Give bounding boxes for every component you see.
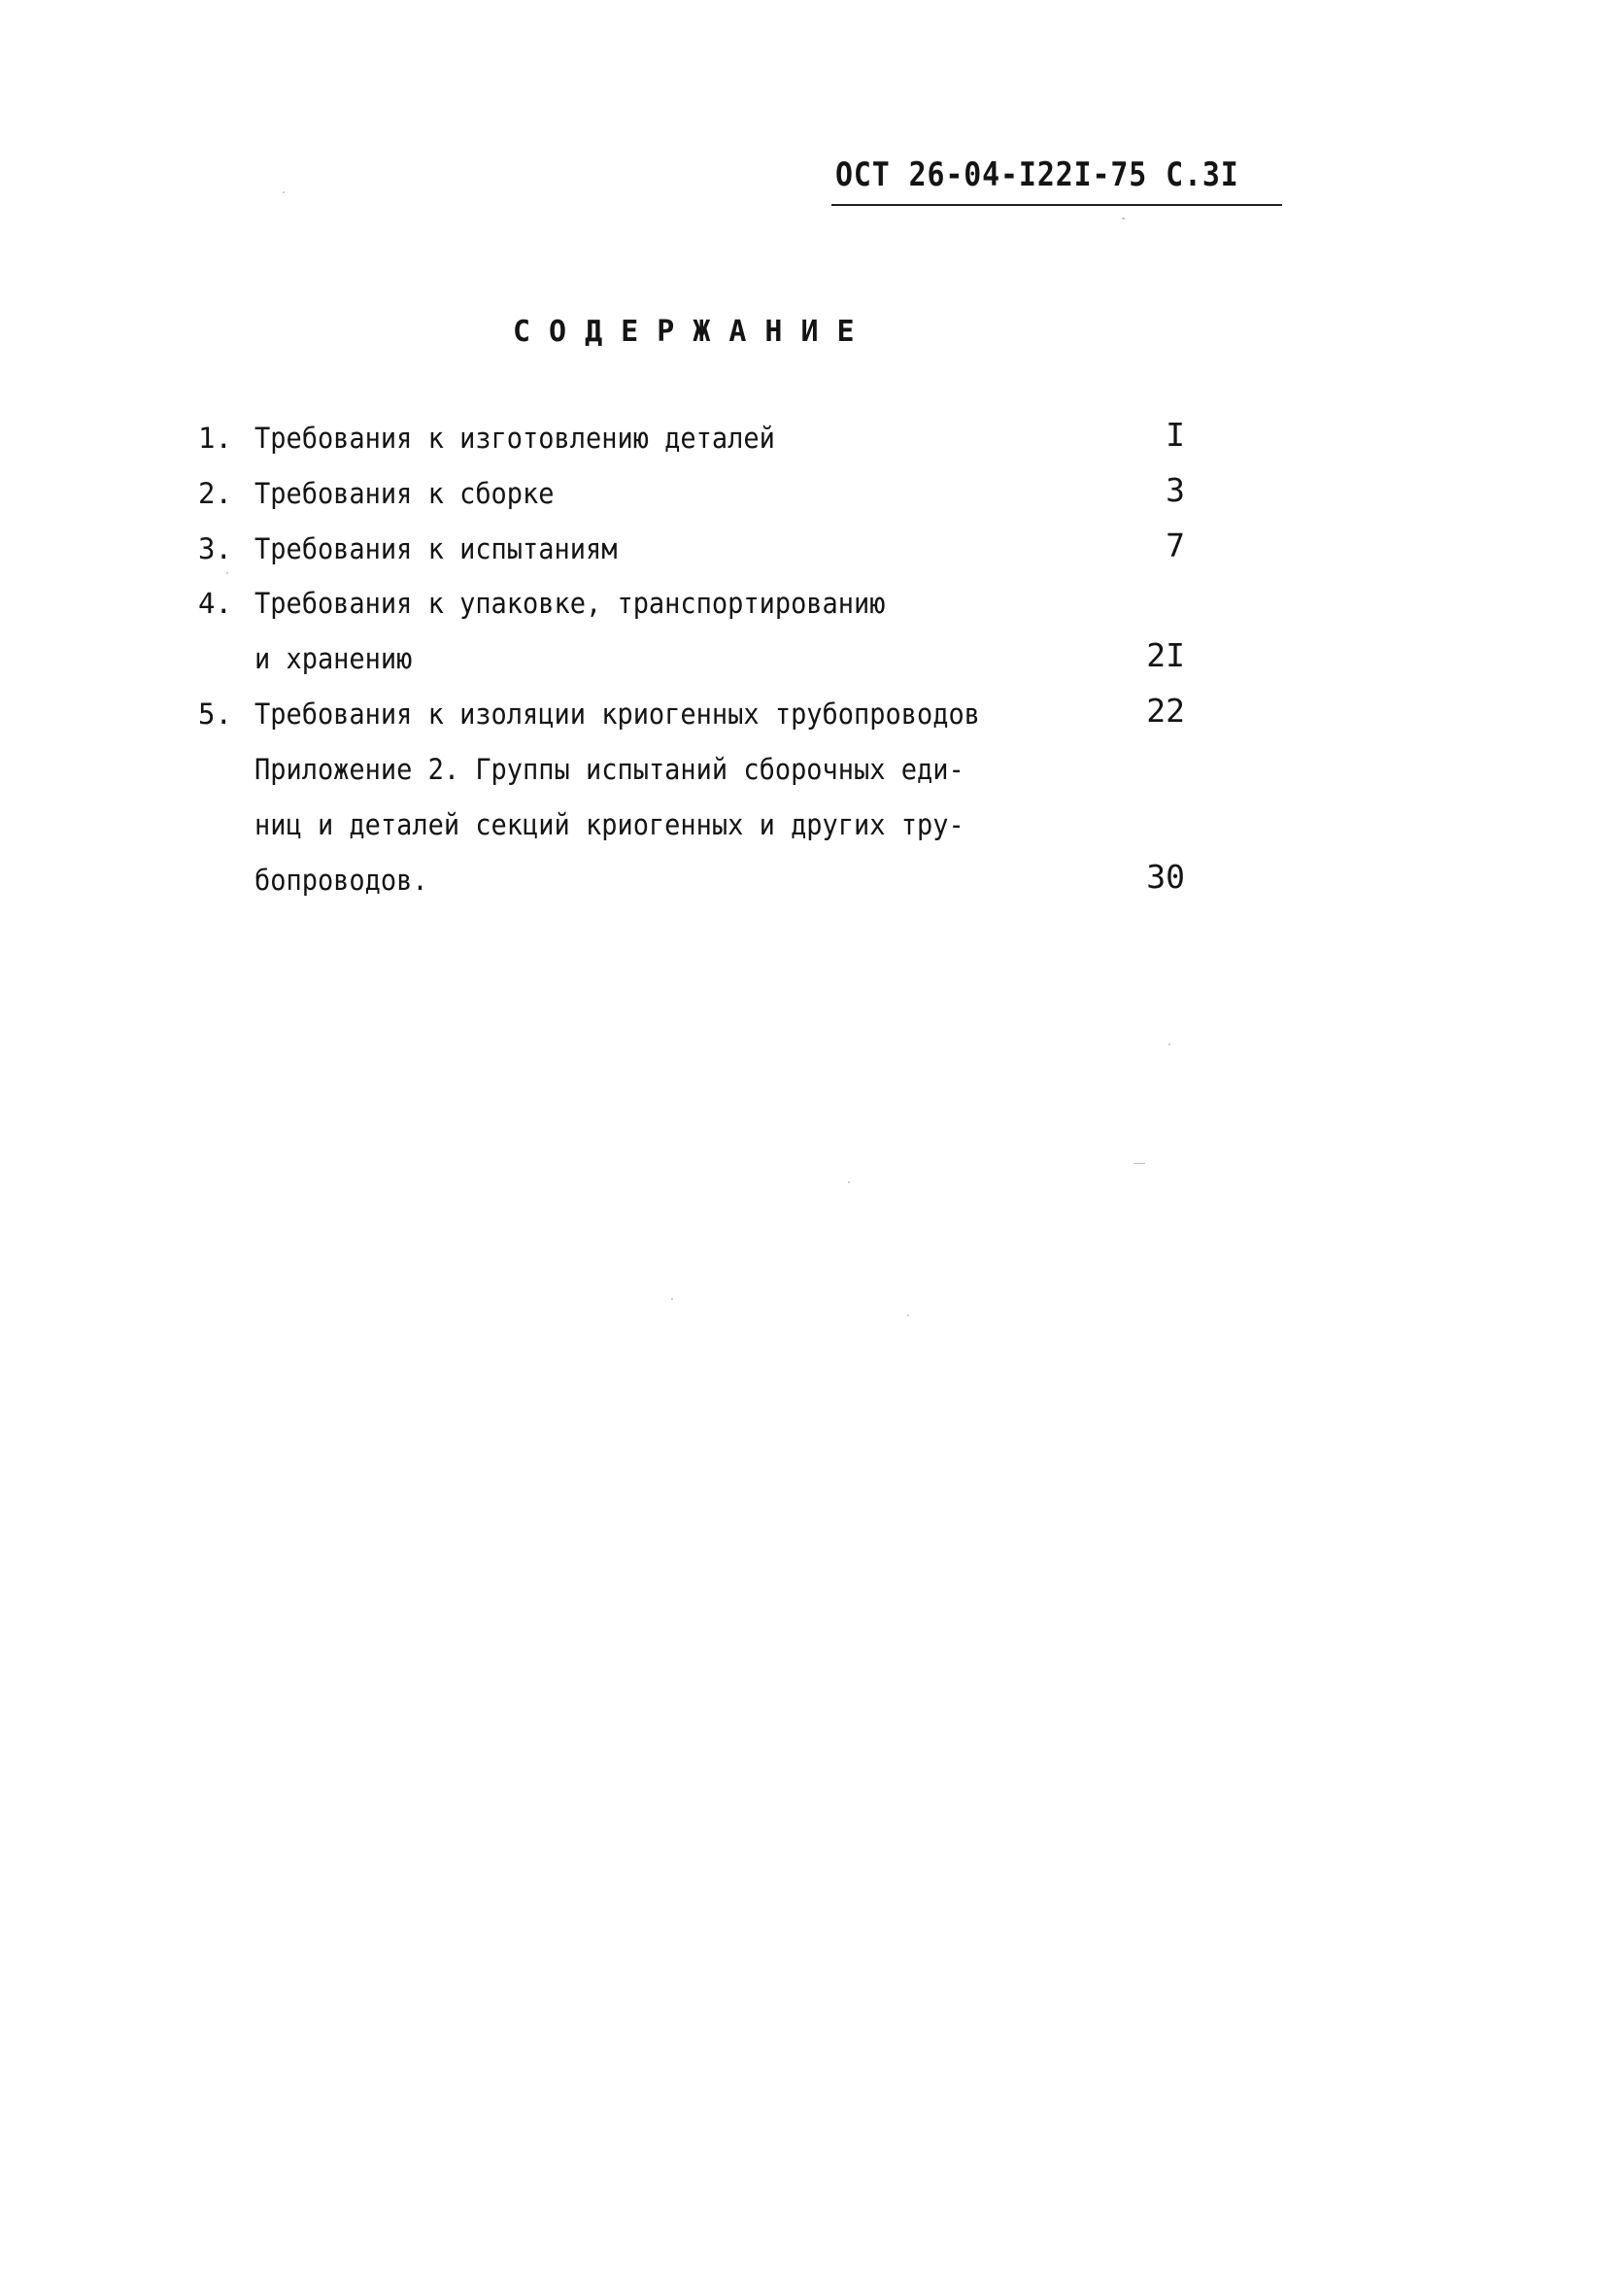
toc-entry xyxy=(0,808,1624,857)
toc-entry xyxy=(0,692,1624,746)
toc-entry-text: ниц и деталей секций криогенных и других тру- xyxy=(254,808,964,841)
scan-speck xyxy=(1122,218,1125,220)
toc-entry xyxy=(0,753,1624,801)
header-underline xyxy=(831,204,1282,206)
scan-speck xyxy=(1168,1043,1170,1045)
toc-entry-text: Требования к изоляции криогенных трубопроводов xyxy=(254,698,980,731)
scan-speck xyxy=(907,1314,909,1316)
toc-entry-number: 4. xyxy=(198,587,232,620)
toc-entry-number: 3. xyxy=(198,532,232,565)
toc-entry xyxy=(0,636,1624,691)
toc-entry xyxy=(0,858,1624,912)
toc-entry-number: 5. xyxy=(198,698,232,731)
scan-speck xyxy=(1133,1163,1145,1164)
scan-speck xyxy=(671,1298,673,1300)
toc-entry-text: Приложение 2. Группы испытаний сборочных еди- xyxy=(254,753,964,786)
toc-entry-page: I xyxy=(1166,416,1185,454)
toc-entry-text: Требования к изготовлению деталей xyxy=(254,422,775,455)
toc-entry-page: 22 xyxy=(1146,692,1185,730)
toc-entry-page: 30 xyxy=(1146,858,1185,896)
toc-entry-number: 1. xyxy=(198,422,232,455)
toc-title: СОДЕРЖАНИЕ xyxy=(513,315,873,349)
toc-entry xyxy=(0,527,1624,581)
toc-entry-text: Требования к упаковке, транспортированию xyxy=(254,587,886,620)
toc-entry-page: 7 xyxy=(1166,527,1185,564)
document-code: ОСТ 26-04-І22І-75 С.3І xyxy=(835,155,1239,194)
scan-speck xyxy=(848,1181,850,1183)
toc-entry-number: 2. xyxy=(198,477,232,510)
toc-entry xyxy=(0,587,1624,635)
toc-entry-page: 3 xyxy=(1166,471,1185,509)
toc-entry-text: бопроводов. xyxy=(254,864,428,897)
scan-speck xyxy=(226,572,228,574)
toc-entry-text: Требования к сборке xyxy=(254,477,555,510)
toc-entry xyxy=(0,416,1624,470)
toc-entry-text: и хранению xyxy=(254,642,413,675)
toc-entry xyxy=(0,471,1624,526)
toc-entry-text: Требования к испытаниям xyxy=(254,532,618,565)
toc-entry-page: 2I xyxy=(1146,636,1185,674)
scan-speck xyxy=(283,191,285,193)
